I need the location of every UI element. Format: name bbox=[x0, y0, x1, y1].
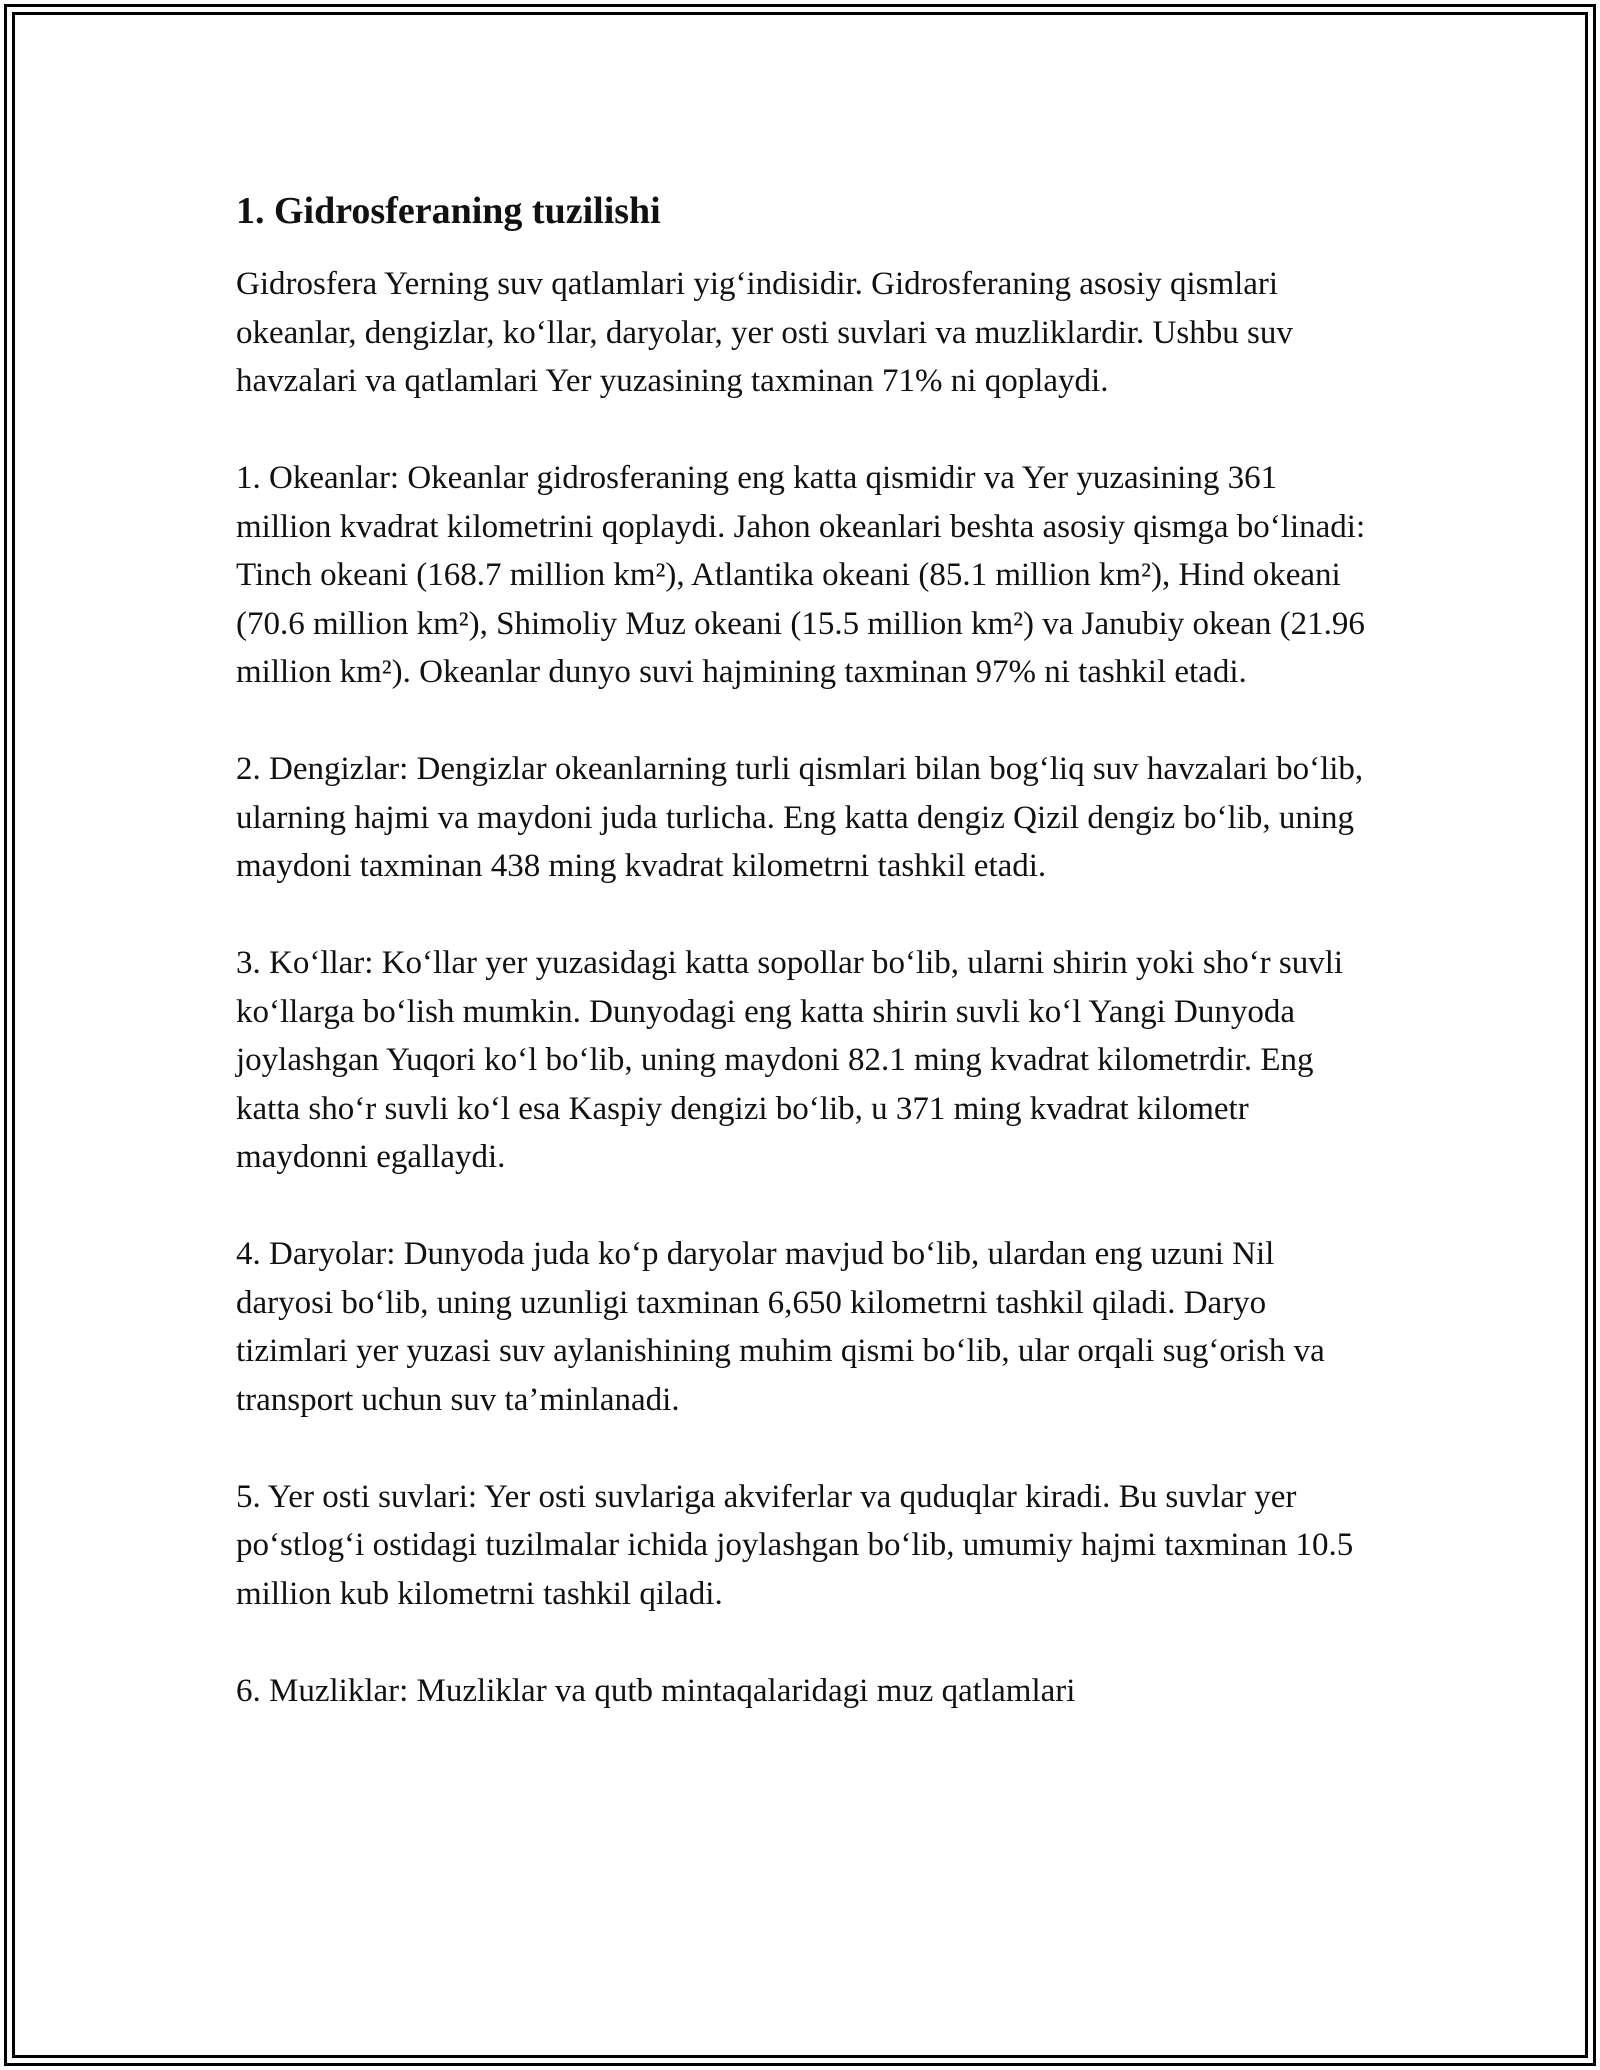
intro-paragraph: Gidrosfera Yerning suv qatlamlari yig‘indisidir. Gidrosferaning asosiy qismlari okeanlar, dengizlar, ko‘llar, daryolar, yer osti suvlari va muzliklardir. Ushbu suv havzalari va qatlamlari Yer yuzasining taxminan 71% ni qoplaydi. bbox=[236, 266, 1293, 399]
document-title: 1. Gidrosferaning tuzilishi bbox=[236, 190, 661, 232]
paragraph-muzliklar: 6. Muzliklar: Muzliklar va qutb mintaqalaridagi muz qatlamlari bbox=[236, 1672, 1076, 1709]
paragraph-yer-osti-suvlari: 5. Yer osti suvlari: Yer osti suvlariga akviferlar va quduqlar kiradi. Bu suvlar yer po‘stlog‘i ostidagi tuzilmalar ichida joylashgan bo‘lib, umumiy hajmi taxminan 10.5 million kub kilometrni tashkil qiladi. bbox=[236, 1478, 1354, 1612]
paragraph-okeanlar: 1. Okeanlar: Okeanlar gidrosferaning eng katta qismidir va Yer yuzasining 361 million kvadrat kilometrini qoplaydi. Jahon okeanlari beshta asosiy qismga bo‘linadi: Tinch okeani (168.7 million km²), Atlantika okeani (85.1 million km²), Hind okeani (70.6 million km²), Shimoliy Muz okeani (15.5 million km²) va Janubiy okean (21.96 million km²). Okeanlar dunyo suvi hajmining taxminan 97% ni tashkil etadi. bbox=[236, 460, 1366, 690]
paragraph-kollar: 3. Ko‘llar: Ko‘llar yer yuzasidagi katta sopollar bo‘lib, ularni shirin yoki sho‘r suvli ko‘llarga bo‘lish mumkin. Dunyodagi eng katta shirin suvli ko‘l Yangi Dunyoda joylashgan Yuqori ko‘l bo‘lib, uning maydoni 82.1 ming kvadrat kilometrdir. Eng katta sho‘r suvli ko‘l esa Kaspiy dengizi bo‘lib, u 371 ming kvadrat kilometr maydonni egallaydi. bbox=[236, 945, 1344, 1175]
paragraph-dengizlar: 2. Dengizlar: Dengizlar okeanlarning turli qismlari bilan bog‘liq suv havzalari bo‘lib, ularning hajmi va maydoni juda turlicha. Eng katta dengiz Qizil dengiz bo‘lib, uning maydoni taxminan 438 ming kvadrat kilometrni tashkil etadi. bbox=[236, 751, 1364, 884]
paragraph-daryolar: 4. Daryolar: Dunyoda juda ko‘p daryolar mavjud bo‘lib, ulardan eng uzuni Nil daryosi bo‘lib, uning uzunligi taxminan 6,650 kilometrni tashkil qiladi. Daryo tizimlari yer yuzasi suv aylanishining muhim qismi bo‘lib, ular orqali sug‘orish va transport uchun suv ta’minlanadi. bbox=[236, 1236, 1325, 1418]
document-body bbox=[236, 186, 1366, 1764]
